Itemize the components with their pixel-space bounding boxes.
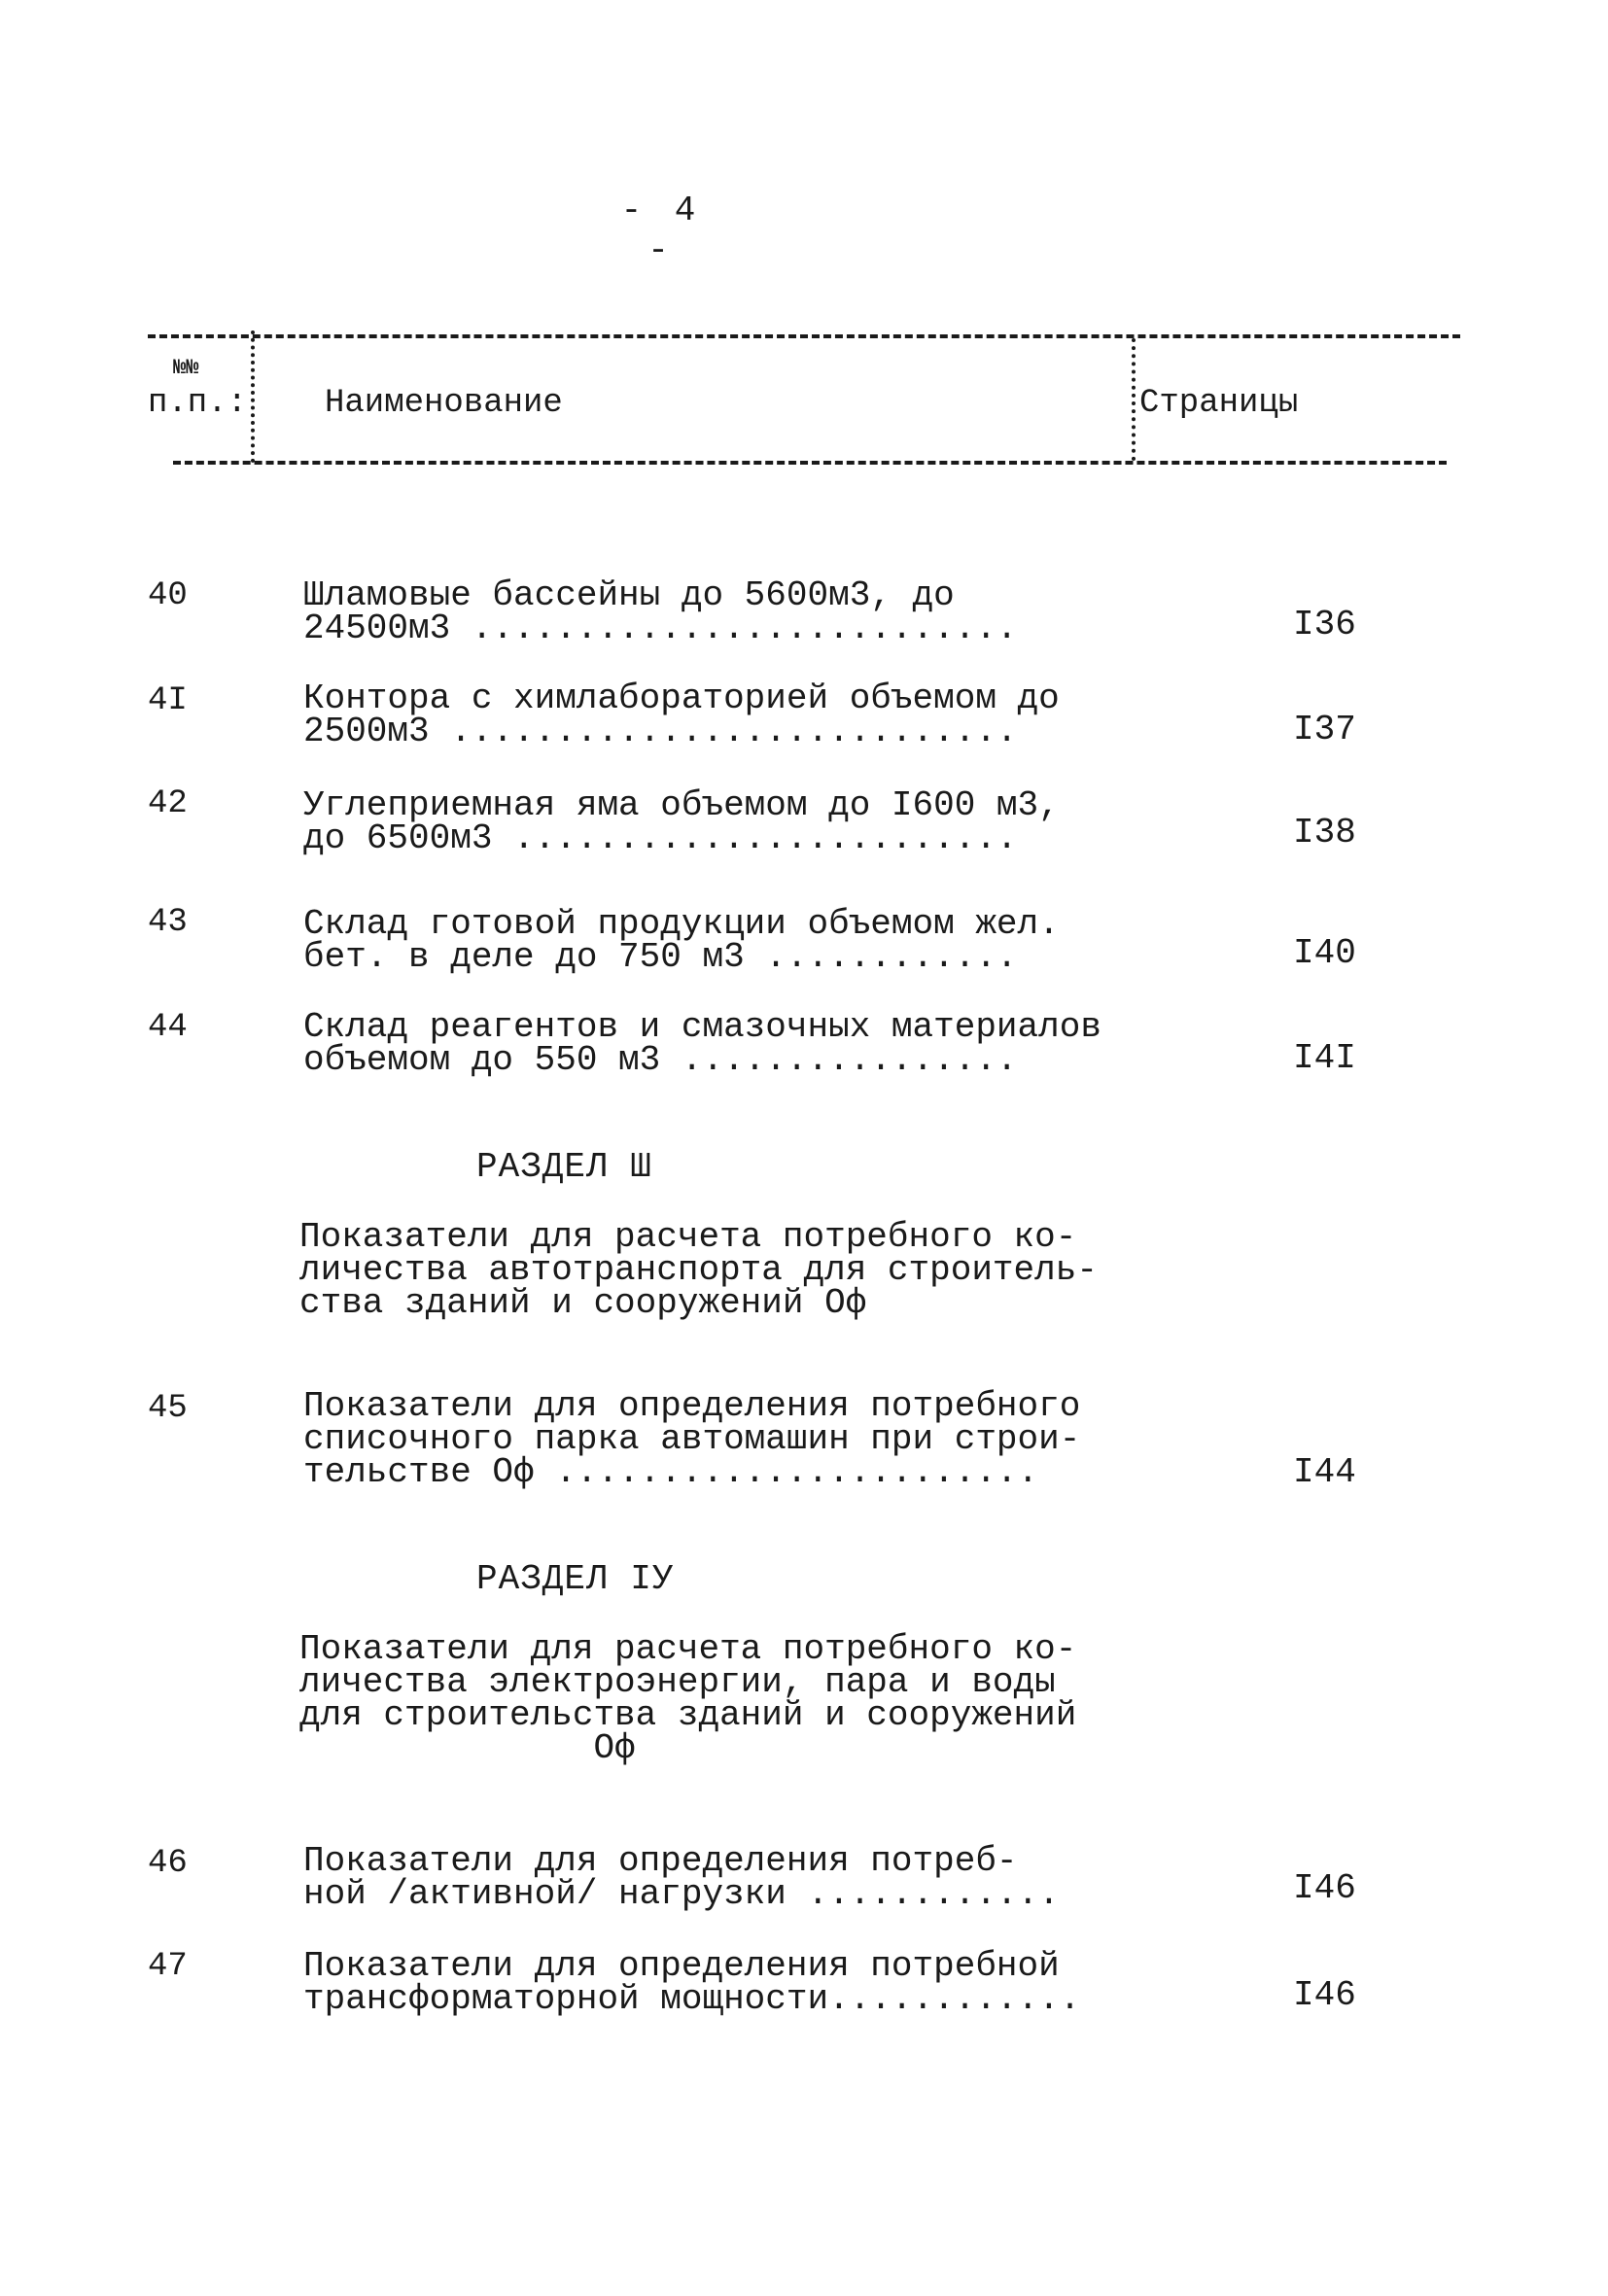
entry-number: 43 <box>148 904 188 941</box>
header-number-label: №№ <box>173 356 199 380</box>
entry-page: I4I <box>1293 1038 1356 1078</box>
entry-title: Шламовые бассейны до 5600м3, до 24500м3 .......................... <box>303 575 1018 648</box>
header-top-rule <box>148 334 1460 338</box>
entry-title: Контора с химлабораторией объемом до 2500м3 ........................... <box>303 678 1060 751</box>
entry-number: 46 <box>148 1845 188 1882</box>
header-pages-label: Страницы <box>1139 385 1299 422</box>
header-number-label-line2: п.п.: <box>148 385 248 422</box>
entry-page: I46 <box>1293 1975 1356 2015</box>
header-bottom-rule <box>173 461 1447 465</box>
entry-title: Показатели для определения потребного списочного парка автомашин при строи- тельстве Оф ....................... <box>303 1386 1081 1492</box>
entry-page: I44 <box>1293 1452 1356 1492</box>
entry-page: I40 <box>1293 933 1356 973</box>
section-description: Показатели для расчета потребного ко- личества автотранспорта для строитель- ства зданий и сооружений Оф <box>299 1217 1098 1323</box>
entry-number: 47 <box>148 1948 188 1985</box>
entry-number: 42 <box>148 785 188 822</box>
page-number: - 4 - <box>620 191 702 270</box>
entry-title: Показатели для определения потреб- ной /активной/ нагрузки ............ <box>303 1841 1060 1914</box>
entry-page: I38 <box>1293 813 1356 852</box>
entry-title: Углеприемная яма объемом до I600 м3, до 6500м3 ........................ <box>303 785 1060 858</box>
section-title: РАЗДЕЛ IУ <box>476 1559 675 1599</box>
header-divider-left <box>251 330 255 463</box>
entry-title: Показатели для определения потребной трансформаторной мощности............ <box>303 1946 1081 2019</box>
entry-page: I36 <box>1293 605 1356 644</box>
section-title: РАЗДЕЛ Ш <box>476 1147 652 1187</box>
entry-page: I46 <box>1293 1868 1356 1908</box>
entry-number: 40 <box>148 577 188 614</box>
entry-number: 4I <box>148 682 188 719</box>
entry-title: Склад готовой продукции объемом жел. бет. в деле до 750 м3 ............ <box>303 904 1060 977</box>
section-description: Показатели для расчета потребного ко- личества электроэнергии, пара и воды для строительства зданий и сооружений Оф <box>299 1629 1077 1768</box>
header-divider-right <box>1132 338 1136 461</box>
entry-title: Склад реагентов и смазочных материалов объемом до 550 м3 ................ <box>303 1007 1101 1080</box>
header-name-label: Наименование <box>325 385 563 422</box>
entry-number: 45 <box>148 1390 188 1427</box>
entry-number: 44 <box>148 1009 188 1046</box>
entry-page: I37 <box>1293 710 1356 749</box>
